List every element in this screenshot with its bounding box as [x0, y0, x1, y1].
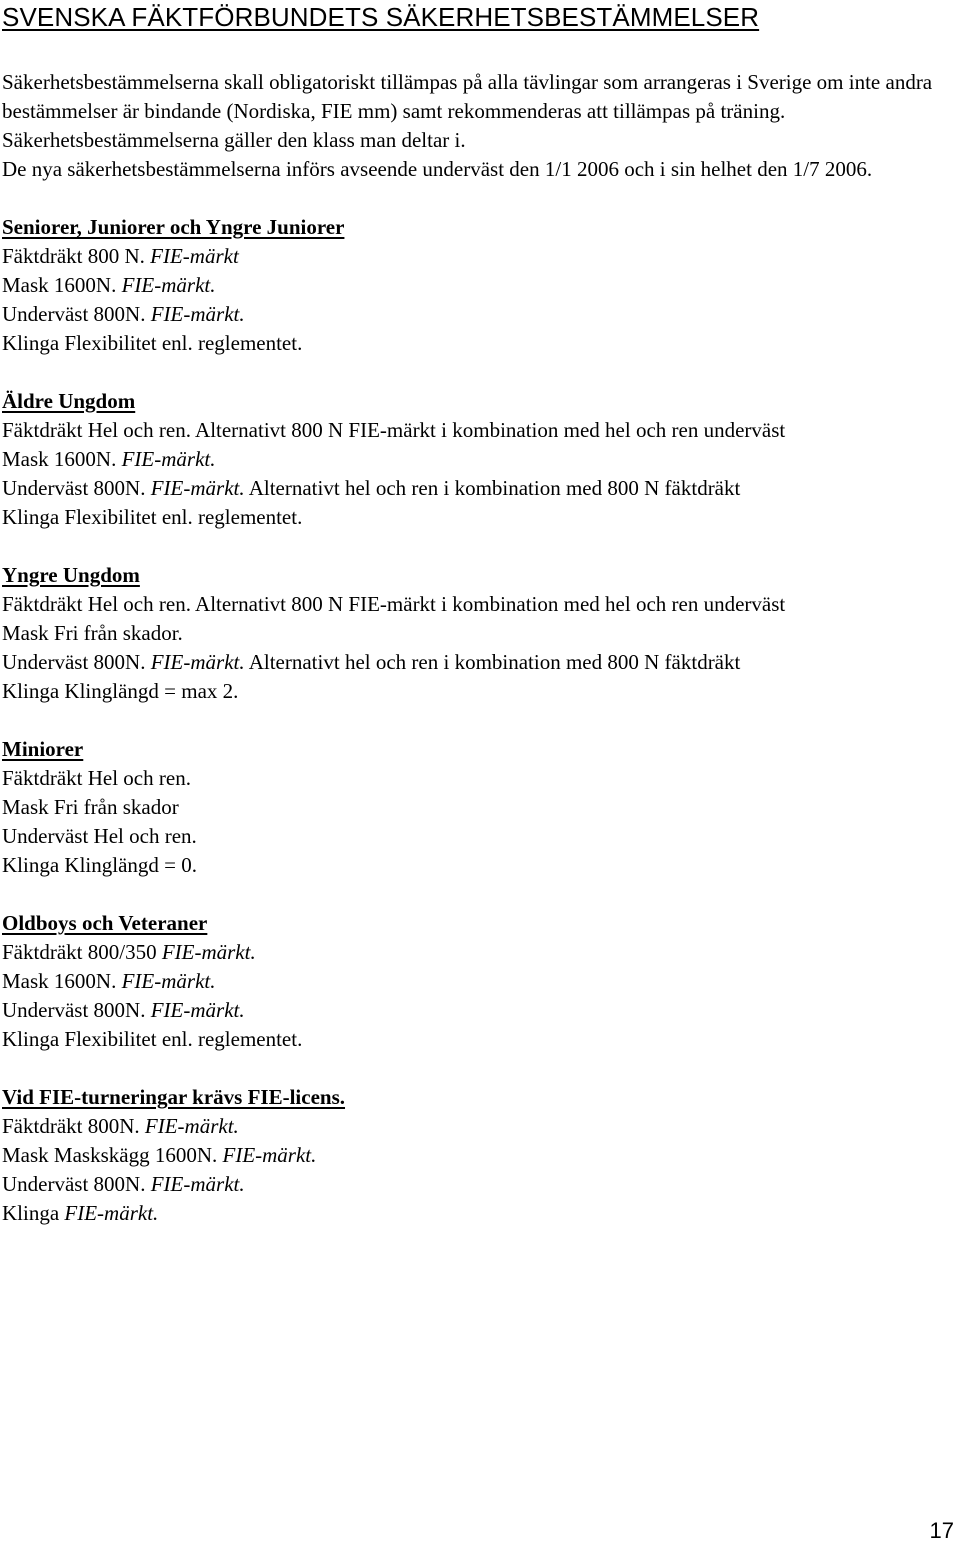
fie-marking-text: FIE-märkt. — [144, 1114, 239, 1138]
section-heading: Oldboys och Veteraner — [2, 911, 208, 935]
spec-line — [2, 677, 957, 706]
spec-line — [2, 1025, 957, 1054]
spec-alternative-text: Alternativt hel och ren i kombination med 800 N fäktdräkt — [244, 476, 741, 500]
fie-marking-text: FIE-märkt. — [150, 476, 245, 500]
spec-text: Mask 1600N. — [2, 447, 122, 471]
spec-line — [2, 822, 957, 851]
intro-paragraph: Säkerhetsbestämmelserna gäller den klass man deltar i. — [2, 128, 466, 152]
spec-text: Underväst 800N. — [2, 1172, 151, 1196]
fie-marking-text: FIE-märkt. — [150, 998, 245, 1022]
section-heading: Äldre Ungdom — [2, 389, 136, 413]
fie-marking-text: FIE-märkt. — [150, 302, 245, 326]
spec-line — [2, 1170, 957, 1199]
spec-line — [2, 503, 957, 532]
spec-line — [2, 619, 957, 648]
spec-line — [2, 590, 957, 619]
intro-paragraph: De nya säkerhetsbestämmelserna införs avseende underväst den 1/1 2006 och i sin helhet den 1/7 2006. — [2, 157, 873, 181]
section-block — [2, 909, 957, 1054]
spec-line — [2, 851, 957, 880]
spec-text: Underväst Hel och ren. — [2, 824, 197, 848]
spec-line — [2, 416, 957, 445]
fie-marking-text: FIE-märkt. — [121, 273, 216, 297]
spec-line — [2, 329, 957, 358]
section-block — [2, 1083, 957, 1228]
fie-marking-text: FIE-märkt. — [161, 940, 256, 964]
section-block — [2, 387, 957, 532]
spec-line — [2, 764, 957, 793]
spec-text: Klinga — [2, 1201, 65, 1225]
spec-text: Underväst 800N. — [2, 650, 151, 674]
spec-text: Klinga Flexibilitet enl. reglementet. — [2, 1027, 303, 1051]
spec-line — [2, 996, 957, 1025]
spec-line — [2, 300, 957, 329]
spec-text: Fäktdräkt Hel och ren. Alternativt 800 N FIE-märkt i kombination med hel och ren underväst — [2, 592, 786, 616]
spec-text: Mask Fri från skador. — [2, 621, 183, 645]
fie-marking-text: FIE-märkt — [150, 244, 239, 268]
sections-container — [2, 213, 957, 1228]
fie-marking-text: FIE-märkt. — [150, 650, 245, 674]
spec-line — [2, 271, 957, 300]
intro-block — [2, 68, 957, 184]
spec-line — [2, 1141, 957, 1170]
section-heading: Miniorer — [2, 737, 84, 761]
spec-text: Fäktdräkt 800 N. — [2, 244, 151, 268]
document-page — [2, 0, 957, 1228]
spec-text: Underväst 800N. — [2, 476, 151, 500]
spec-line — [2, 1199, 957, 1228]
spec-line — [2, 1112, 957, 1141]
spec-line — [2, 474, 957, 503]
spec-text: Klinga Flexibilitet enl. reglementet. — [2, 505, 303, 529]
spec-line — [2, 242, 957, 271]
section-heading: Seniorer, Juniorer och Yngre Juniorer — [2, 215, 345, 239]
section-heading: Yngre Ungdom — [2, 563, 140, 587]
fie-marking-text: FIE-märkt. — [150, 1172, 245, 1196]
spec-text: Klinga Klinglängd = max 2. — [2, 679, 239, 703]
spec-text: Underväst 800N. — [2, 302, 151, 326]
spec-text: Underväst 800N. — [2, 998, 151, 1022]
fie-marking-text: FIE-märkt. — [121, 969, 216, 993]
spec-text: Klinga Klinglängd = 0. — [2, 853, 197, 877]
section-heading: Vid FIE-turneringar krävs FIE-licens. — [2, 1085, 346, 1109]
spec-text: Klinga Flexibilitet enl. reglementet. — [2, 331, 303, 355]
page-number: 17 — [929, 1518, 954, 1543]
spec-text: Mask Fri från skador — [2, 795, 179, 819]
spec-text: Fäktdräkt 800/350 — [2, 940, 162, 964]
spec-text: Mask Maskskägg 1600N. — [2, 1143, 223, 1167]
spec-alternative-text: Alternativt hel och ren i kombination med 800 N fäktdräkt — [244, 650, 741, 674]
spec-line — [2, 967, 957, 996]
spec-line — [2, 648, 957, 677]
section-block — [2, 561, 957, 706]
spec-text: Mask 1600N. — [2, 969, 122, 993]
section-block — [2, 735, 957, 880]
spec-line — [2, 793, 957, 822]
spec-text: Fäktdräkt Hel och ren. — [2, 766, 191, 790]
section-block — [2, 213, 957, 358]
spec-text: Fäktdräkt Hel och ren. Alternativt 800 N FIE-märkt i kombination med hel och ren underväst — [2, 418, 786, 442]
spec-line — [2, 938, 957, 967]
fie-marking-text: FIE-märkt. — [121, 447, 216, 471]
document-title: SVENSKA FÄKTFÖRBUNDETS SÄKERHETSBESTÄMMELSER — [2, 2, 760, 32]
intro-paragraph: Säkerhetsbestämmelserna skall obligatoriskt tillämpas på alla tävlingar som arrangeras i Sverige om inte andra bestämmelser är bindande (Nordiska, FIE mm) samt rekommenderas att tillämpas på träning. — [2, 70, 933, 123]
spec-line — [2, 445, 957, 474]
fie-marking-text: FIE-märkt. — [222, 1143, 317, 1167]
spec-text: Fäktdräkt 800N. — [2, 1114, 145, 1138]
fie-marking-text: FIE-märkt. — [64, 1201, 159, 1225]
spec-text: Mask 1600N. — [2, 273, 122, 297]
